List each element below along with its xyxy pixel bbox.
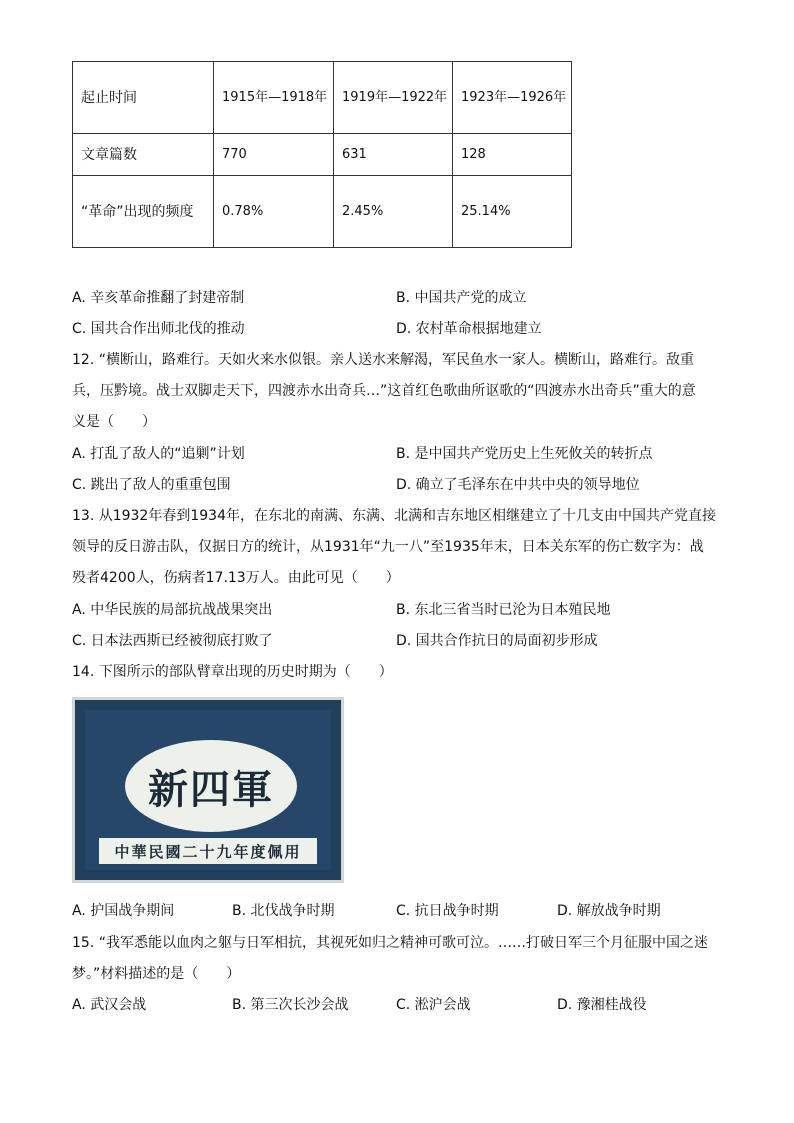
table-cell: 128 — [453, 134, 572, 176]
q14-option-c: C. 抗日战争时期 — [396, 903, 499, 919]
q15-option-b: B. 第三次长沙会战 — [232, 997, 349, 1013]
q13-stem-line-2: 领导的反日游击队，仅据日方的统计，从1931年“九一八”至1935年末，日本关东军的伤亡数字为：战 — [72, 539, 704, 555]
q12-stem-line-1: 12. “横断山，路难行。天如火来水似银。亲人送水来解渴，军民鱼水一家人。横断山，路难行。敌重 — [72, 352, 694, 368]
table-row — [73, 176, 572, 248]
armband-oval — [125, 740, 297, 832]
q13-option-d: D. 国共合作抗日的局面初步形成 — [396, 633, 598, 649]
q14-option-a: A. 护国战争期间 — [72, 903, 175, 919]
q15-option-d: D. 豫湘桂战役 — [557, 997, 647, 1013]
table-row — [73, 134, 572, 176]
q15-option-c: C. 淞沪会战 — [396, 997, 471, 1013]
new-fourth-army-armband-image — [72, 697, 344, 883]
table-cell: “革命”出现的频度 — [73, 176, 214, 248]
q12-option-a: A. 打乱了敌人的“追剿”计划 — [72, 446, 245, 462]
armband-sub-text: 中華民國二十九年度佩用 — [114, 842, 302, 861]
q12-stem-line-3: 义是（ ） — [72, 414, 156, 430]
table-header-cell: 1915年—1918年 — [214, 62, 334, 134]
q13-option-b: B. 东北三省当时已沦为日本殖民地 — [396, 602, 611, 618]
q12-option-d: D. 确立了毛泽东在中共中央的领导地位 — [396, 477, 640, 493]
q14-stem: 14. 下图所示的部队臂章出现的历史时期为（ ） — [72, 664, 393, 680]
table-cell: 0.78% — [214, 176, 334, 248]
q11-option-a: A. 辛亥革命推翻了封建帝制 — [72, 290, 245, 306]
armband-background — [85, 710, 331, 870]
q13-option-c: C. 日本法西斯已经被彻底打败了 — [72, 633, 273, 649]
table-cell: 631 — [334, 134, 453, 176]
q14-option-b: B. 北伐战争时期 — [232, 903, 335, 919]
q11-option-d: D. 农村革命根据地建立 — [396, 321, 542, 337]
q15-option-a: A. 武汉会战 — [72, 997, 147, 1013]
q13-stem-line-3: 殁者4200人，伤病者17.13万人。由此可见（ ） — [72, 570, 400, 586]
table-cell: 2.45% — [334, 176, 453, 248]
q15-stem-line-2: 梦。”材料描述的是（ ） — [72, 966, 241, 982]
table-header-cell: 1919年—1922年 — [334, 62, 453, 134]
q15-stem-line-1: 15. “我军悉能以血肉之躯与日军相抗，其视死如归之精神可歌可泣。……打破日军三个月征服中国之迷 — [72, 935, 708, 951]
table-cell: 25.14% — [453, 176, 572, 248]
table-header-cell: 起止时间 — [73, 62, 214, 134]
armband-strip — [99, 838, 317, 864]
q13-stem-line-1: 13. 从1932年春到1934年，在东北的南满、东满、北满和吉东地区相继建立了十几支由中国共产党直接 — [72, 508, 716, 524]
q11-option-c: C. 国共合作出师北伐的推动 — [72, 321, 245, 337]
table-cell: 文章篇数 — [73, 134, 214, 176]
q14-option-d: D. 解放战争时期 — [557, 903, 661, 919]
q12-stem-line-2: 兵，压黔境。战士双脚走天下，四渡赤水出奇兵…”这首红色歌曲所讴歌的“四渡赤水出奇兵”重大的意 — [72, 383, 696, 399]
q11-option-b: B. 中国共产党的成立 — [396, 290, 527, 306]
q12-option-b: B. 是中国共产党历史上生死攸关的转折点 — [396, 446, 653, 462]
q12-option-c: C. 跳出了敌人的重重包围 — [72, 477, 231, 493]
table-cell: 770 — [214, 134, 334, 176]
table-header-cell: 1923年—1926年 — [453, 62, 572, 134]
q13-option-a: A. 中华民族的局部抗战战果突出 — [72, 602, 273, 618]
table-row — [73, 62, 572, 134]
revolution-frequency-table — [72, 61, 572, 248]
armband-main-text: 新四軍 — [148, 765, 274, 813]
